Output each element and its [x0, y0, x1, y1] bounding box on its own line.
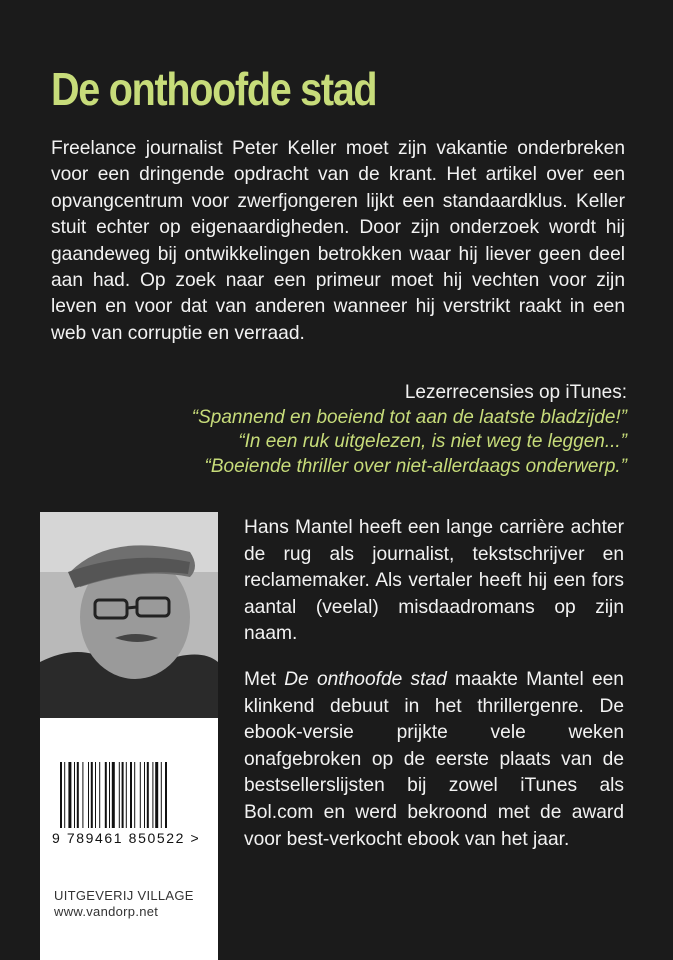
barcode-bar [147, 762, 149, 828]
book-blurb: Freelance journalist Peter Keller moet zijn vakantie onderbreken voor een dringende opdracht van de krant. Het artikel over een opvangcentrum voor zwerfjongeren lijkt een standaardklus. Keller stuit echter op eigenaardigheden. Door zijn onderzoek wordt hij gaandeweg bij ontwikkelingen betrokken waar hij liever geen deel aan had. Op zoek naar een primeur moet hij vechten voor zijn leven en voor dat van anderen wanneer hij verstrikt raakt in een web van corruptie en verraad. [51, 138, 625, 344]
barcode-bar [122, 762, 124, 828]
barcode-bar [60, 762, 62, 828]
publisher-website: www.vandorp.net [54, 904, 159, 919]
barcode-bar [74, 762, 75, 828]
author-portrait-image [40, 512, 218, 718]
review-quote: “Boeiende thriller over niet-allerdaags onderwerp.” [204, 455, 627, 477]
review-quote: “In een ruk uitgelezen, is niet weg te leggen...” [238, 431, 627, 452]
barcode-bar [109, 762, 110, 828]
author-photo [40, 512, 218, 718]
bio-book-title: De onthoofde stad [284, 668, 447, 690]
review-quote: “Spannend en boeiend tot aan de laatste bladzijde!” [191, 406, 627, 428]
publisher-info [54, 888, 194, 920]
barcode-bar [134, 762, 135, 828]
barcode-bar [112, 762, 115, 828]
reader-reviews [67, 381, 627, 479]
author-bio [244, 515, 624, 853]
barcode-bar [144, 762, 145, 828]
publisher-name: UITGEVERIJ VILLAGE [54, 888, 194, 903]
isbn-number: 9 789461 850522 > [52, 830, 201, 846]
barcode-panel [40, 718, 218, 960]
bio-text: maakte Mantel een klinkend debuut in het thrillergenre. De ebook-versie prijkte vele weken onafgebroken op de eerste plaats van de bestsellerslijsten bij zowel iTunes als Bol.com en werd bekroond met de award voor best-verkocht ebook van het jaar. [244, 668, 624, 850]
barcode-bar [161, 762, 162, 828]
book-title: De onthoofde stad [51, 63, 377, 115]
barcode-bar [105, 762, 107, 828]
barcode-bar [68, 762, 71, 828]
barcode-bar [165, 762, 167, 828]
barcode-bar [91, 762, 93, 828]
barcode-bar [152, 762, 153, 828]
barcode-bar [82, 762, 83, 828]
bio-text: Met [244, 668, 285, 690]
barcode-bar [126, 762, 127, 828]
barcode-bar [77, 762, 79, 828]
bio-paragraph-debut [244, 667, 624, 853]
barcode-bar [155, 762, 158, 828]
isbn-barcode [58, 762, 206, 828]
barcode-bar [99, 762, 100, 828]
reviews-heading: Lezerrecensies op iTunes: [404, 382, 627, 403]
barcode-bar [140, 762, 141, 828]
bio-paragraph-career: Hans Mantel heeft een lange carrière achter de rug als journalist, tekstschrijver en reclamemaker. Als vertaler heeft hij een fors aantal (veelal) misdaadromans op zijn naam. [244, 517, 624, 645]
barcode-bar [95, 762, 96, 828]
barcode-bar [130, 762, 132, 828]
barcode-bar [119, 762, 120, 828]
barcode-bar [64, 762, 65, 828]
barcode-bar [88, 762, 89, 828]
